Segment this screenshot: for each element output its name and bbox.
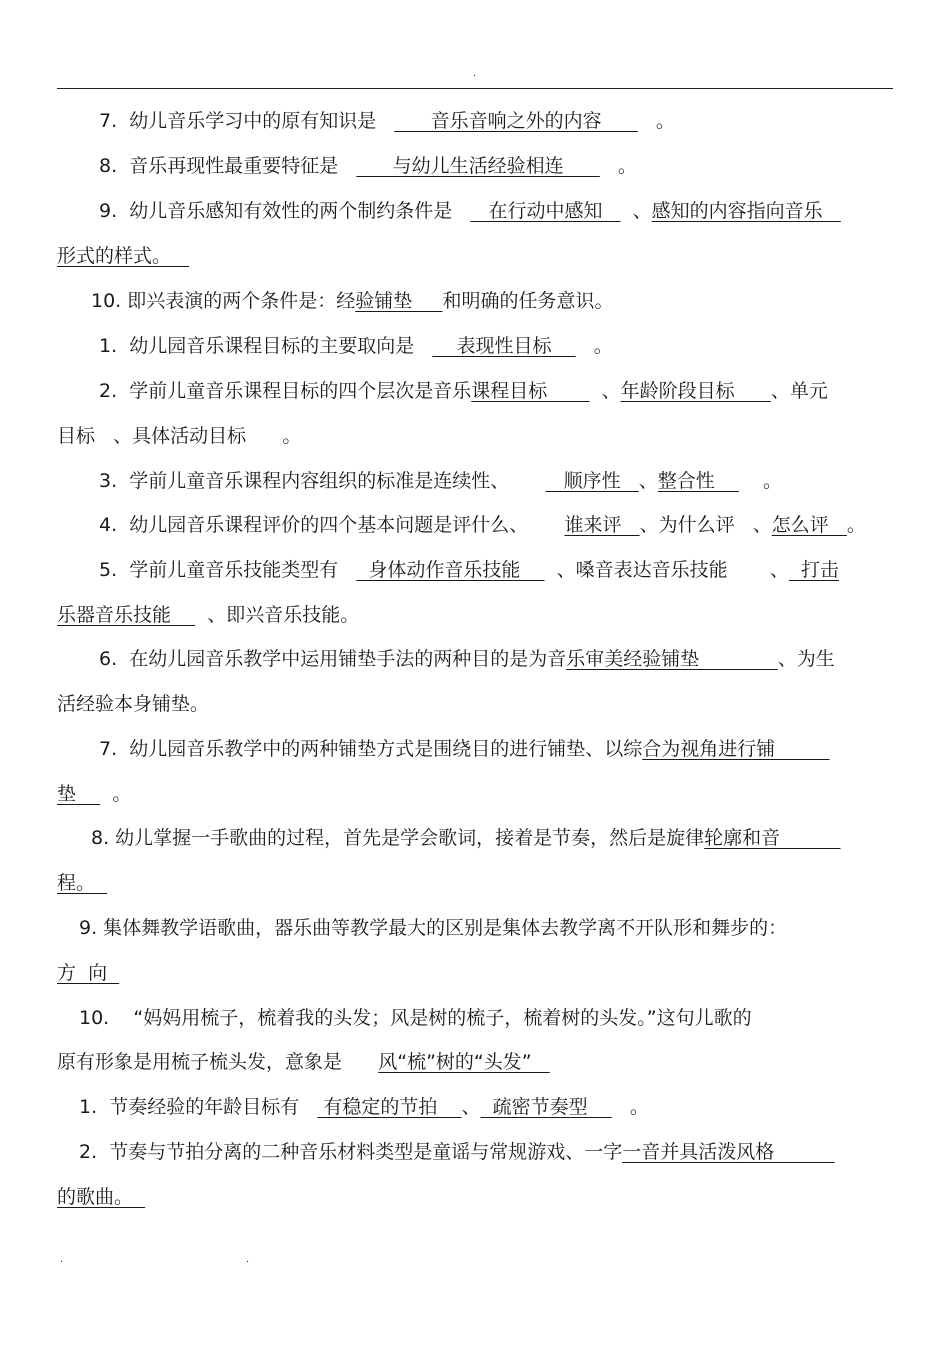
- answer-blank: 形式的样式。: [57, 245, 190, 267]
- question-line: [57, 423, 301, 449]
- answer-blank: 乐器音乐技能: [57, 604, 196, 626]
- answer-blank: 乐审美经验铺垫: [566, 648, 778, 670]
- question-text: 。: [637, 110, 675, 132]
- question-text: 、: [589, 380, 621, 402]
- question-line: [91, 288, 613, 314]
- question-text: 10. 即兴表演的两个条件是：经: [91, 290, 356, 312]
- question-line: [79, 1094, 649, 1120]
- question-line: [91, 825, 841, 851]
- question-text: 7. 幼儿音乐学习中的原有知识是: [99, 110, 395, 132]
- question-text: 活经验本身铺垫。: [57, 693, 210, 715]
- question-text: 9. 幼儿音乐感知有效性的两个制约条件是: [99, 200, 471, 222]
- answer-blank: 打击: [788, 559, 840, 581]
- question-line: [57, 602, 359, 628]
- header-rule: [57, 88, 893, 89]
- question-text: 。: [846, 514, 866, 536]
- answer-blank: 一音并具活泼风格: [622, 1141, 835, 1163]
- question-text: 、单元: [770, 380, 828, 402]
- question-text: 10. “妈妈用梳子，梳着我的头发；风是树的梳子，梳着树的头发。”这句儿歌的: [79, 1007, 752, 1029]
- answer-blank: 顺序性: [545, 470, 639, 492]
- question-text: 、即兴音乐技能。: [195, 604, 360, 626]
- question-text: 和明确的任务意识。: [442, 290, 614, 312]
- question-text: 8. 幼儿掌握一手歌曲的过程，首先是学会歌词，接着是节奏，然后是旋律: [91, 827, 705, 849]
- question-line: [99, 557, 839, 583]
- question-line: [99, 378, 828, 404]
- question-line: [79, 1005, 752, 1031]
- question-line: [79, 1139, 835, 1165]
- answer-blank: 风“梳”树的“头发”: [378, 1051, 550, 1073]
- header-dot: .: [473, 68, 477, 79]
- question-text: 8. 音乐再现性最重要特征是: [99, 155, 357, 177]
- question-text: 。: [100, 783, 132, 805]
- question-text: 9. 集体舞教学语歌曲，器乐曲等教学最大的区别是集体去教学离不开队形和舞步的：: [79, 917, 788, 939]
- question-text: 、: [620, 200, 652, 222]
- question-text: 。: [575, 335, 613, 357]
- question-line: [99, 198, 841, 224]
- question-text: 5. 学前儿童音乐技能类型有: [99, 559, 357, 581]
- answer-blank: 轮廓和音: [704, 827, 841, 849]
- question-line: [99, 512, 866, 538]
- footer-dot-left: .: [60, 1254, 64, 1265]
- question-line: [57, 781, 131, 807]
- answer-blank: 谁来评: [564, 514, 640, 536]
- question-line: [57, 243, 189, 269]
- question-line: [57, 870, 107, 896]
- answer-blank: 验铺垫: [355, 290, 443, 312]
- question-text: 2. 学前儿童音乐课程目标的四个层次是音乐: [99, 380, 472, 402]
- answer-blank: 课程目标: [471, 380, 590, 402]
- question-text: 、为什么评 、: [639, 514, 772, 536]
- question-text: 7. 幼儿园音乐教学中的两种铺垫方式是围绕目的进行铺垫、以综: [99, 738, 643, 760]
- answer-blank: 合为视角进行铺: [642, 738, 830, 760]
- question-text: 、嗓音表达音乐技能 、: [544, 559, 789, 581]
- question-text: 1. 幼儿园音乐课程目标的主要取向是: [99, 335, 433, 357]
- answer-blank: 程。: [57, 872, 108, 894]
- answer-blank: 在行动中感知: [470, 200, 621, 222]
- question-text: 、: [638, 470, 658, 492]
- footer-dot-right: .: [246, 1254, 250, 1265]
- question-text: 原有形象是用梳子梳头发，意象是: [57, 1051, 379, 1073]
- question-line: [57, 1049, 550, 1075]
- answer-blank: 垫: [57, 783, 101, 805]
- answer-blank: 与幼儿生活经验相连: [356, 155, 600, 177]
- answer-blank: 表现性目标: [432, 335, 576, 357]
- answer-blank: 身体动作音乐技能: [356, 559, 545, 581]
- answer-blank: 整合性: [657, 470, 739, 492]
- answer-blank: 有稳定的节拍: [317, 1096, 462, 1118]
- question-line: [99, 736, 830, 762]
- question-text: 。: [738, 470, 783, 492]
- answer-blank: 音乐音响之外的内容: [394, 110, 638, 132]
- question-text: 、为生: [777, 648, 835, 670]
- question-text: 。: [611, 1096, 649, 1118]
- question-text: 1. 节奏经验的年龄目标有: [79, 1096, 318, 1118]
- question-text: 4. 幼儿园音乐课程评价的四个基本问题是评什么、: [99, 514, 565, 536]
- question-text: 6. 在幼儿园音乐教学中运用铺垫手法的两种目的是为音: [99, 648, 567, 670]
- question-line: [99, 153, 637, 179]
- question-line: [99, 108, 675, 134]
- question-text: 2. 节奏与节拍分离的二种音乐材料类型是童谣与常规游戏、一字: [79, 1141, 623, 1163]
- question-line: [57, 960, 119, 986]
- question-line: [57, 1184, 145, 1210]
- question-text: 。: [599, 155, 637, 177]
- question-line: [99, 646, 835, 672]
- question-line: [99, 333, 613, 359]
- question-text: 目标 、具体活动目标 。: [57, 425, 302, 447]
- answer-blank: 年龄阶段目标: [620, 380, 771, 402]
- answer-blank: 疏密节奏型: [480, 1096, 612, 1118]
- answer-blank: 方 向: [57, 962, 120, 984]
- question-text: 、: [461, 1096, 481, 1118]
- answer-blank: 怎么评: [771, 514, 847, 536]
- answer-blank: 感知的内容指向音乐: [651, 200, 841, 222]
- question-line: [79, 915, 787, 941]
- question-line: [57, 691, 209, 717]
- answer-blank: 的歌曲。: [57, 1186, 146, 1208]
- question-line: [99, 468, 782, 494]
- question-text: 3. 学前儿童音乐课程内容组织的标准是连续性、: [99, 470, 546, 492]
